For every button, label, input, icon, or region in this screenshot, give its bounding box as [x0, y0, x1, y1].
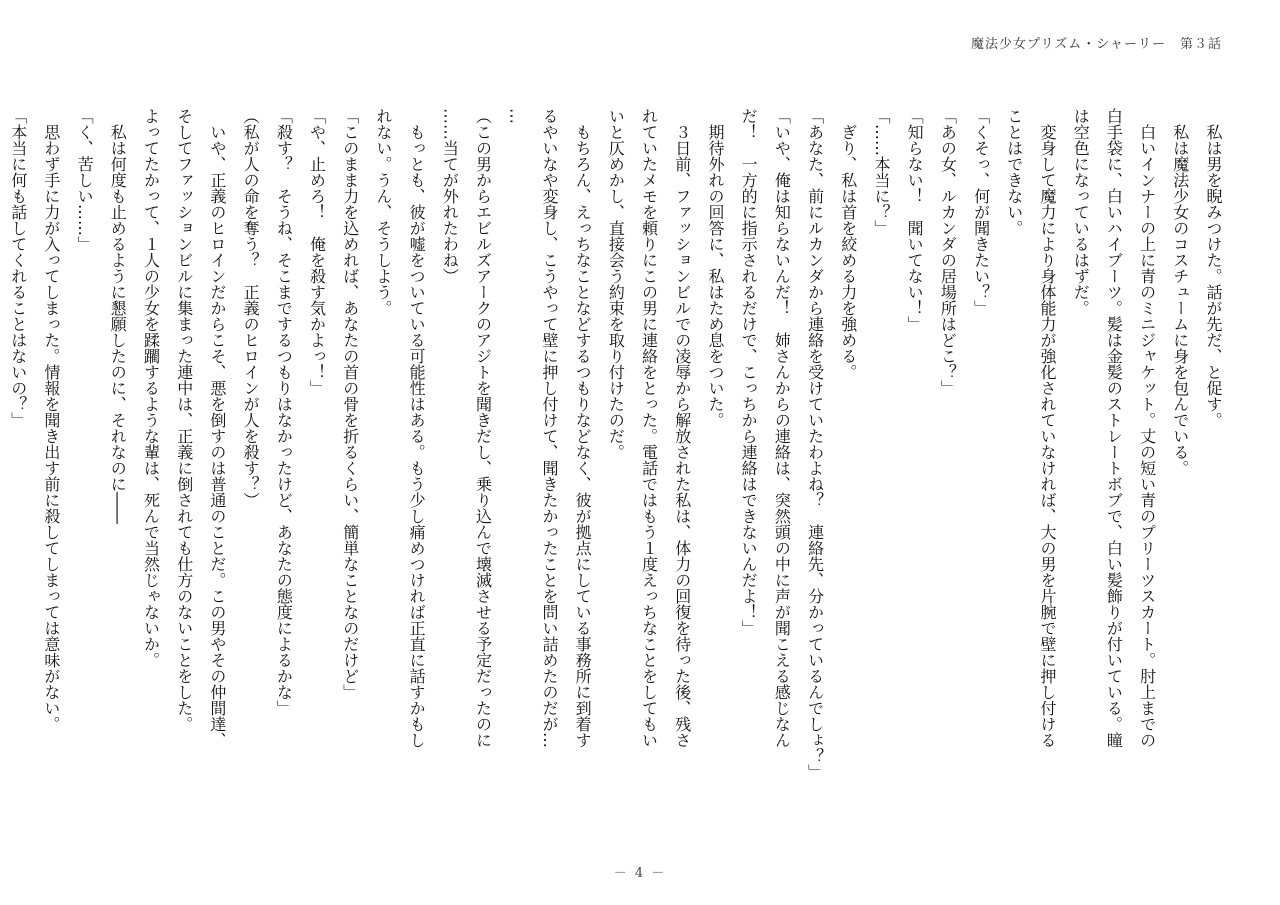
text-line: よってたかって、１人の少女を蹂躙するような輩は、死んで当然じゃないか。 [141, 108, 161, 668]
text-line: 「いや、俺は知らないんだ！ 姉さんからの連絡は、突然頭の中に声が聞こえる感じなん [772, 108, 792, 748]
text-line: （この男からエビルズアークのアジトを聞きだし、乗り込んで壊滅させる予定だったのに [473, 108, 493, 748]
text-line: （私が人の命を奪う？ 正義のヒロインが人を殺す？） [241, 108, 261, 508]
text-line: るやいなや変身し、こうやって壁に押し付けて、聞きたかったことを問い詰めたのだが… [539, 108, 559, 748]
text-line: 「く、苦しい……」 [75, 108, 95, 252]
text-line: 私は魔法少女のコスチュームに身を包んでいる。 [1170, 108, 1190, 476]
text-line: 私は男を睨みつけた。話が先だ、と促す。 [1204, 108, 1223, 428]
text-line: は空色になっているはずだ。 [1071, 108, 1091, 316]
text-line: もっとも、彼が嘘をついている可能性はある。もう少し痛めつければ正直に話すかもし [407, 108, 427, 748]
text-line: 「殺す？ そうね、そこまでするつもりはなかったけど、あなたの態度によるかな」 [274, 108, 294, 716]
text-line: ことはできない。 [1004, 108, 1024, 236]
text-line: いと仄めかし、直接会う約束を取り付けたのだ。 [606, 108, 626, 460]
text-line: … [506, 108, 526, 124]
text-line: ……当てが外れたわね） [440, 108, 460, 284]
text-line: いや、正義のヒロインだからこそ、悪を倒すのは普通のことだ。この男やその仲間達、 [207, 108, 227, 748]
text-line: 変身して魔力により身体能力が強化されていなければ、大の男を片腕で壁に押し付ける [1037, 108, 1057, 748]
running-header: 魔法少女プリズム・シャーリー 第３話 [971, 37, 1222, 52]
text-line: 「このまま力を込めれば、あなたの首の骨を折るくらい、簡単なことなのだけど」 [340, 108, 360, 700]
text-line: ３日前、ファッションビルでの凌辱から解放された私は、体力の回復を待った後、残さ [672, 108, 692, 748]
text-line: れない。うん、そうしよう。 [373, 108, 393, 316]
text-line: 「知らない！ 聞いてない！」 [905, 108, 925, 332]
text-line: そしてファッションビルに集まった連中は、正義に倒されても仕方のないことをした。 [174, 108, 194, 732]
text-line: ぎり、私は首を絞める力を強める。 [838, 108, 858, 380]
text-line: 白手袋に、白いハイブーツ。髪は金髪のストレートボブで、白い髪飾りが付いている。瞳 [1104, 108, 1124, 748]
text-line: 期待外れの回答に、私はため息をついた。 [705, 108, 725, 428]
text-line: 「本当に何も話してくれることはないの？」 [8, 108, 28, 428]
text-line: 「あの女、ルカンダの居場所はどこ？」 [938, 108, 958, 396]
text-line: れていたメモを頼りにこの男に連絡をとった。電話ではもう１度えっちなことをしてもい [639, 108, 659, 748]
text-line: 白いインナーの上に青のミニジャケット。丈の短い青のプリーツスカート。肘上までの [1137, 108, 1157, 748]
text-line: だ！ 一方的に指示されるだけで、こっちから連絡はできないんだよ！」 [739, 108, 759, 636]
text-line: 「……本当に？」 [871, 108, 891, 236]
novel-body-text [8, 108, 1230, 808]
text-line: 私は何度も止めるように懇願したのに、それなのに―― [108, 108, 128, 524]
text-line: 「あなた、前にルカンダから連絡を受けていたわよね？ 連絡先、分かっているんでしょ？」 [805, 108, 825, 780]
text-line: 思わず手に力が入ってしまった。情報を聞き出す前に殺してしまっては意味がない。 [41, 108, 61, 732]
page-number: － 4 － [613, 866, 667, 881]
text-line: もちろん、えっちなことなどするつもりなどなく、彼が拠点にしている事務所に到着す [573, 108, 593, 748]
text-line: 「や、止めろ！ 俺を殺す気かよっ！」 [307, 108, 327, 396]
text-line: 「くそっ、何が聞きたい？」 [971, 108, 991, 316]
